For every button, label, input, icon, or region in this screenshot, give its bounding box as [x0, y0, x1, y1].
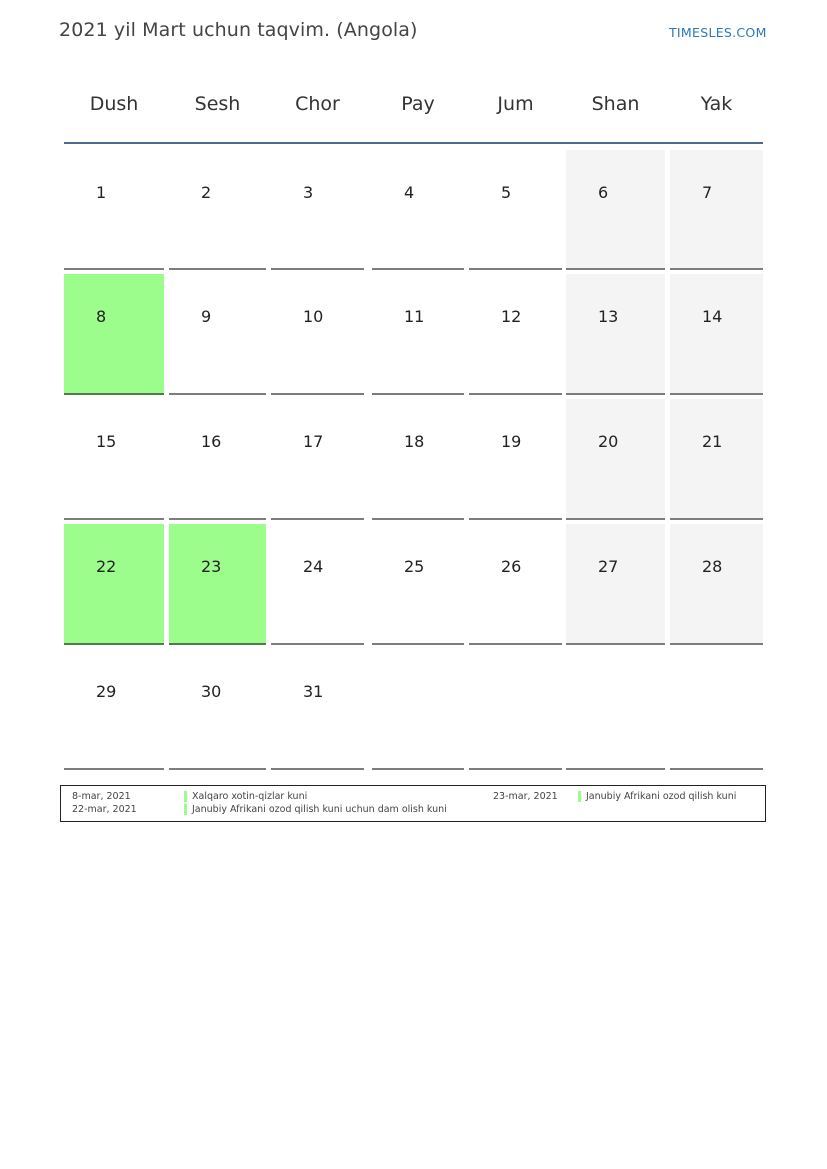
day-number: 11: [404, 307, 425, 326]
legend-date: 22-mar, 2021: [72, 804, 137, 815]
day-number: 26: [501, 557, 522, 576]
day-number: 29: [96, 682, 117, 701]
legend-holiday-name: Janubiy Afrikani ozod qilish kuni uchun dam olish kuni: [192, 804, 447, 815]
day-number: 23: [201, 557, 222, 576]
day-cell[interactable]: [169, 649, 266, 770]
weekday-label: Jum: [497, 93, 534, 115]
day-cell[interactable]: [372, 150, 464, 270]
legend-holiday-name: Xalqaro xotin-qizlar kuni: [192, 791, 308, 802]
day-number: 21: [702, 432, 723, 451]
day-cell[interactable]: [566, 524, 665, 645]
day-number: 25: [404, 557, 425, 576]
day-cell[interactable]: [670, 274, 763, 395]
day-number: 6: [598, 183, 609, 202]
empty-day-cell: [566, 649, 665, 770]
holiday-color-marker: [184, 804, 187, 815]
empty-day-cell: [372, 649, 464, 770]
day-cell[interactable]: [372, 399, 464, 520]
day-number: 2: [201, 183, 212, 202]
day-cell[interactable]: [169, 274, 266, 395]
site-link[interactable]: TIMESLES.COM: [669, 25, 767, 40]
weekday-label: Chor: [295, 93, 340, 115]
day-cell[interactable]: [670, 150, 763, 270]
day-number: 27: [598, 557, 619, 576]
day-cell[interactable]: [64, 399, 164, 520]
day-number: 5: [501, 183, 512, 202]
weekday-label: Yak: [700, 93, 733, 115]
day-cell[interactable]: [469, 399, 562, 520]
day-number: 4: [404, 183, 415, 202]
day-number: 3: [303, 183, 314, 202]
day-number: 9: [201, 307, 212, 326]
legend-date: 8-mar, 2021: [72, 791, 131, 802]
day-cell[interactable]: [64, 524, 164, 645]
day-number: 8: [96, 307, 107, 326]
holiday-legend: [60, 785, 766, 822]
day-cell[interactable]: [271, 524, 364, 645]
day-cell[interactable]: [271, 150, 364, 270]
day-number: 1: [96, 183, 107, 202]
holiday-color-marker: [578, 791, 581, 802]
day-cell[interactable]: [566, 274, 665, 395]
day-number: 7: [702, 183, 713, 202]
day-cell[interactable]: [169, 399, 266, 520]
day-cell[interactable]: [64, 649, 164, 770]
legend-holiday-name: Janubiy Afrikani ozod qilish kuni: [586, 791, 737, 802]
day-number: 28: [702, 557, 723, 576]
day-cell[interactable]: [670, 399, 763, 520]
day-cell[interactable]: [64, 274, 164, 395]
day-number: 14: [702, 307, 723, 326]
day-cell[interactable]: [469, 150, 562, 270]
day-cell[interactable]: [670, 524, 763, 645]
day-number: 18: [404, 432, 425, 451]
day-number: 17: [303, 432, 324, 451]
day-number: 13: [598, 307, 619, 326]
day-cell[interactable]: [271, 649, 364, 770]
day-number: 24: [303, 557, 324, 576]
day-cell[interactable]: [372, 524, 464, 645]
day-cell[interactable]: [169, 150, 266, 270]
day-number: 12: [501, 307, 522, 326]
day-cell[interactable]: [271, 399, 364, 520]
day-number: 30: [201, 682, 222, 701]
day-cell[interactable]: [469, 524, 562, 645]
day-number: 31: [303, 682, 324, 701]
day-number: 22: [96, 557, 117, 576]
day-number: 20: [598, 432, 619, 451]
day-cell[interactable]: [469, 274, 562, 395]
day-number: 16: [201, 432, 222, 451]
page-title: 2021 yil Mart uchun taqvim. (Angola): [59, 19, 418, 41]
weekday-label: Pay: [401, 93, 435, 115]
empty-day-cell: [670, 649, 763, 770]
day-cell[interactable]: [169, 524, 266, 645]
day-cell[interactable]: [566, 399, 665, 520]
day-cell[interactable]: [64, 150, 164, 270]
day-number: 19: [501, 432, 522, 451]
weekday-label: Sesh: [194, 93, 241, 115]
day-cell[interactable]: [271, 274, 364, 395]
day-number: 15: [96, 432, 117, 451]
weekday-label: Dush: [89, 93, 139, 115]
empty-day-cell: [469, 649, 562, 770]
legend-date: 23-mar, 2021: [493, 791, 558, 802]
day-cell[interactable]: [566, 150, 665, 270]
day-number: 10: [303, 307, 324, 326]
day-cell[interactable]: [372, 274, 464, 395]
holiday-color-marker: [184, 791, 187, 802]
weekday-label: Shan: [591, 93, 640, 115]
